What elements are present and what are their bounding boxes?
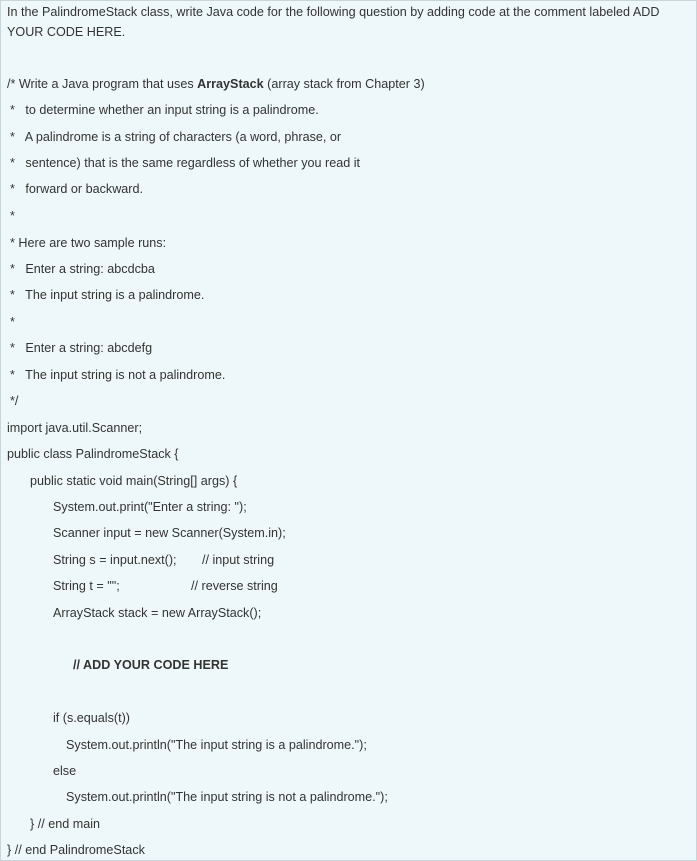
- question-text-line-1: In the PalindromeStack class, write Java code for the following question by adding code at the comment labeled ADD: [7, 5, 660, 19]
- code-string-s: String s = input.next();: [53, 553, 177, 567]
- code-if: if (s.equals(t)): [53, 711, 130, 725]
- code-string-t: String t = "";: [53, 579, 120, 593]
- code-else: else: [53, 764, 77, 778]
- code-main-decl: public static void main(String[] args) {: [30, 474, 238, 488]
- code-string-s-comment: // input string: [202, 553, 275, 567]
- comment-line: * Enter a string: abcdefg: [10, 341, 153, 355]
- code-end-main: } // end main: [30, 817, 101, 831]
- comment-first-post: (array stack from Chapter 3): [263, 77, 425, 91]
- comment-line: * to determine whether an input string is a palindrome.: [10, 103, 319, 117]
- code-add-your-code: // ADD YOUR CODE HERE: [73, 658, 229, 672]
- question-text-line-2: YOUR CODE HERE.: [7, 25, 126, 39]
- comment-line: * Here are two sample runs:: [10, 236, 167, 250]
- code-println-palindrome: System.out.println("The input string is a palindrome.");: [66, 738, 367, 752]
- comment-line: * Enter a string: abcdcba: [10, 262, 155, 276]
- comment-line: * A palindrome is a string of characters (a word, phrase, or: [10, 130, 342, 144]
- code-class-decl: public class PalindromeStack {: [7, 447, 179, 461]
- comment-line: *: [10, 315, 15, 329]
- code-string-t-comment: // reverse string: [191, 579, 278, 593]
- code-scanner: Scanner input = new Scanner(System.in);: [53, 526, 286, 540]
- comment-first-line: [7, 76, 425, 92]
- code-import: import java.util.Scanner;: [7, 421, 143, 435]
- code-println-not-palindrome: System.out.println("The input string is not a palindrome.");: [66, 790, 388, 804]
- comment-line: * The input string is not a palindrome.: [10, 368, 226, 382]
- comment-line: * sentence) that is the same regardless of whether you read it: [10, 156, 361, 170]
- comment-line: *: [10, 209, 15, 223]
- code-print-prompt: System.out.print("Enter a string: ");: [53, 500, 247, 514]
- code-end-class: } // end PalindromeStack: [7, 843, 145, 857]
- comment-line: * forward or backward.: [10, 182, 143, 196]
- comment-line: */: [10, 394, 19, 408]
- comment-first-pre: /* Write a Java program that uses: [7, 77, 198, 91]
- code-stack: ArrayStack stack = new ArrayStack();: [53, 606, 262, 620]
- comment-line: * The input string is a palindrome.: [10, 288, 205, 302]
- comment-first-bold: ArrayStack: [197, 77, 264, 91]
